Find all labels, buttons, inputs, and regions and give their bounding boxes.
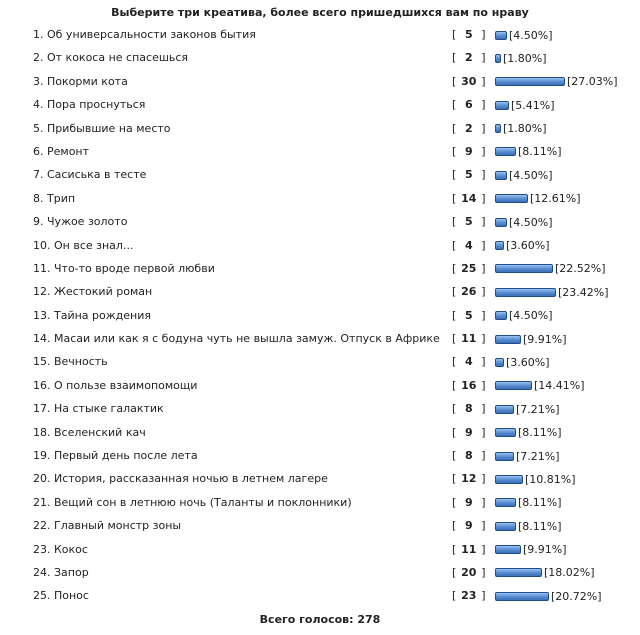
poll-option-percent: [5.41%] [511, 98, 555, 112]
poll-option-percent: [8.11%] [518, 426, 562, 440]
vote-count: 2 [464, 121, 473, 135]
poll-option-votes [452, 215, 486, 228]
bracket-open: [ [452, 98, 460, 112]
poll-option-row [0, 235, 640, 258]
vote-count: 30 [461, 74, 477, 88]
poll-option-label: 9. Чужое золото [33, 215, 128, 229]
poll-option-label: 3. Покорми кота [33, 74, 128, 88]
bracket-close: ] [477, 168, 486, 182]
poll-option-bar [495, 335, 521, 344]
bracket-close: ] [477, 449, 486, 463]
poll-option-bar-group [495, 357, 550, 367]
poll-option-row [0, 492, 640, 515]
vote-count: 14 [461, 191, 477, 205]
poll-option-label: 17. На стыке галактик [33, 402, 164, 416]
bracket-open: [ [452, 402, 460, 416]
poll-option-votes [452, 449, 486, 462]
poll-option-bar-group [495, 194, 581, 204]
bracket-open: [ [452, 168, 460, 182]
poll-option-bar [495, 31, 507, 40]
poll-option-bar-group [495, 77, 618, 87]
poll-option-label: 1. Об универсальности законов бытия [33, 28, 256, 41]
vote-count: 11 [461, 542, 477, 556]
poll-option-label: 5. Прибывшие на место [33, 121, 171, 135]
poll-option-bar-group [495, 381, 585, 391]
poll-option-label: 6. Ремонт [33, 144, 90, 158]
poll-option-votes [452, 589, 486, 602]
bracket-open: [ [452, 589, 460, 603]
poll-option-row [0, 351, 640, 374]
poll-option-percent: [9.91%] [523, 332, 567, 346]
poll-option-percent: [20.72%] [551, 589, 602, 603]
poll-option-bar-group [495, 498, 562, 508]
poll-option-bar [495, 452, 514, 461]
poll-option-bar [495, 405, 514, 414]
poll-option-bar [495, 288, 556, 297]
poll-option-votes [452, 28, 486, 41]
poll-option-bar-group [495, 591, 602, 601]
bracket-open: [ [452, 74, 460, 88]
poll-option-row [0, 539, 640, 562]
poll-option-row [0, 515, 640, 538]
bracket-open: [ [452, 144, 460, 158]
bracket-open: [ [452, 51, 460, 65]
poll-option-bar-group [495, 545, 567, 555]
poll-option-bar-group [495, 217, 553, 227]
bracket-close: ] [477, 542, 486, 556]
poll-option-row [0, 118, 640, 141]
poll-option-bar [495, 428, 516, 437]
vote-count: 25 [461, 261, 477, 275]
poll-option-percent: [4.50%] [509, 215, 553, 229]
poll-option-votes [452, 309, 486, 322]
poll-option-bar-group [495, 147, 562, 157]
poll-option-votes [452, 519, 486, 532]
poll-option-votes [452, 426, 486, 439]
poll-option-label: 15. Вечность [33, 355, 108, 369]
poll-option-percent: [1.80%] [503, 122, 547, 136]
bracket-close: ] [477, 28, 486, 41]
poll-option-label: 7. Сасиська в тесте [33, 168, 147, 182]
vote-count: 8 [464, 449, 473, 463]
poll-option-bar [495, 381, 532, 390]
poll-option-bar-group [495, 170, 553, 180]
poll-option-votes [452, 98, 486, 111]
vote-count: 9 [464, 495, 473, 509]
poll-option-bar [495, 54, 501, 63]
poll-option-bar [495, 101, 509, 110]
poll-option-bar [495, 264, 553, 273]
bracket-close: ] [477, 472, 486, 486]
vote-count: 9 [464, 425, 473, 439]
poll-option-votes [452, 472, 486, 485]
poll-option-row [0, 188, 640, 211]
bracket-close: ] [477, 519, 486, 533]
poll-option-percent: [8.11%] [518, 519, 562, 533]
bracket-close: ] [477, 425, 486, 439]
poll-option-label: 8. Трип [33, 191, 76, 205]
bracket-open: [ [452, 425, 460, 439]
poll-option-row [0, 47, 640, 70]
vote-count: 16 [461, 378, 477, 392]
bracket-open: [ [452, 28, 460, 41]
bracket-open: [ [452, 495, 460, 509]
bracket-close: ] [477, 121, 486, 135]
poll-option-bar-group [495, 287, 609, 297]
poll-option-row [0, 164, 640, 187]
poll-option-row [0, 398, 640, 421]
poll-total-votes: Всего голосов: 278 [259, 613, 381, 626]
poll-option-bar [495, 568, 542, 577]
poll-option-bar [495, 311, 507, 320]
poll-option-row [0, 445, 640, 468]
poll-option-votes [452, 122, 486, 135]
poll-option-bar-group [495, 264, 606, 274]
poll-option-row [0, 305, 640, 328]
bracket-open: [ [452, 191, 460, 205]
poll-option-percent: [7.21%] [516, 402, 560, 416]
vote-count: 23 [461, 589, 477, 603]
poll-options-list [0, 24, 640, 609]
poll-option-label: 20. История, рассказанная ночью в летнем лагере [33, 472, 328, 486]
poll-option-percent: [4.50%] [509, 309, 553, 323]
bracket-open: [ [452, 449, 460, 463]
bracket-open: [ [452, 519, 460, 533]
poll-option-bar-group [495, 311, 553, 321]
bracket-open: [ [452, 332, 460, 346]
poll-option-bar [495, 358, 504, 367]
bracket-close: ] [477, 378, 486, 392]
poll-option-label: 16. О пользе взаимопомощи [33, 378, 198, 392]
poll-option-row [0, 281, 640, 304]
poll-option-bar-group [495, 124, 547, 134]
vote-count: 5 [464, 168, 473, 182]
poll-option-bar-group [495, 53, 547, 63]
poll-option-percent: [22.52%] [555, 262, 606, 276]
bracket-close: ] [477, 285, 486, 299]
poll-option-votes [452, 75, 486, 88]
vote-count: 6 [464, 98, 473, 112]
vote-count: 9 [464, 144, 473, 158]
bracket-open: [ [452, 121, 460, 135]
poll-option-votes [452, 262, 486, 275]
bracket-open: [ [452, 238, 460, 252]
poll-option-bar-group [495, 241, 550, 251]
poll-option-label: 18. Вселенский кач [33, 425, 146, 439]
poll-option-percent: [23.42%] [558, 285, 609, 299]
poll-option-row [0, 211, 640, 234]
poll-option-percent: [8.11%] [518, 496, 562, 510]
poll-option-percent: [9.91%] [523, 543, 567, 557]
poll-option-percent: [12.61%] [530, 192, 581, 206]
poll-option-bar [495, 147, 516, 156]
bracket-close: ] [477, 355, 486, 369]
bracket-close: ] [477, 402, 486, 416]
poll-option-percent: [1.80%] [503, 51, 547, 65]
poll-option-row [0, 94, 640, 117]
poll-option-bar-group [495, 521, 562, 531]
poll-option-row [0, 24, 640, 47]
poll-option-label: 14. Масаи или как я с бодуна чуть не вышла замуж. Отпуск в Африке [33, 332, 440, 346]
poll-option-bar [495, 522, 516, 531]
poll-option-row [0, 562, 640, 585]
poll-option-bar [495, 77, 565, 86]
vote-count: 9 [464, 519, 473, 533]
bracket-close: ] [477, 191, 486, 205]
poll-option-row [0, 585, 640, 608]
poll-option-votes [452, 145, 486, 158]
poll-option-row [0, 375, 640, 398]
poll-option-label: 11. Что-то вроде первой любви [33, 261, 215, 275]
poll-option-bar-group [495, 100, 555, 110]
bracket-open: [ [452, 542, 460, 556]
poll-option-votes [452, 496, 486, 509]
bracket-open: [ [452, 378, 460, 392]
vote-count: 2 [464, 51, 473, 65]
poll-title: Выберите три креатива, более всего пришедшихся вам по нраву [111, 6, 529, 19]
poll-option-label: 22. Главный монстр зоны [33, 519, 182, 533]
poll-option-label: 13. Тайна рождения [33, 308, 151, 322]
poll-option-bar [495, 124, 501, 133]
poll-option-percent: [3.60%] [506, 355, 550, 369]
poll-option-bar [495, 498, 516, 507]
poll-option-label: 25. Понос [33, 589, 89, 603]
poll-option-label: 2. От кокоса не спасешься [33, 51, 189, 65]
poll-option-votes [452, 355, 486, 368]
poll-option-bar-group [495, 334, 567, 344]
vote-count: 11 [461, 332, 477, 346]
poll-option-percent: [4.50%] [509, 28, 553, 42]
poll-option-bar [495, 218, 507, 227]
poll-option-percent: [8.11%] [518, 145, 562, 159]
vote-count: 5 [464, 28, 473, 41]
poll-option-votes [452, 285, 486, 298]
bracket-close: ] [477, 332, 486, 346]
poll-option-percent: [27.03%] [567, 75, 618, 89]
poll-option-votes [452, 379, 486, 392]
bracket-close: ] [477, 215, 486, 229]
poll-option-label: 24. Запор [33, 565, 89, 579]
poll-option-bar [495, 592, 549, 601]
poll-option-votes [452, 168, 486, 181]
vote-count: 5 [464, 215, 473, 229]
poll-option-bar-group [495, 568, 595, 578]
poll-option-label: 10. Он все знал... [33, 238, 134, 252]
poll-option-percent: [4.50%] [509, 168, 553, 182]
bracket-open: [ [452, 308, 460, 322]
poll-option-label: 19. Первый день после лета [33, 449, 198, 463]
bracket-open: [ [452, 261, 460, 275]
bracket-close: ] [477, 238, 486, 252]
bracket-close: ] [477, 261, 486, 275]
poll-option-votes [452, 402, 486, 415]
poll-option-votes [452, 192, 486, 205]
vote-count: 26 [461, 285, 477, 299]
poll-option-row [0, 258, 640, 281]
poll-option-percent: [10.81%] [525, 472, 576, 486]
poll-option-percent: [18.02%] [544, 566, 595, 580]
poll-option-bar-group [495, 451, 560, 461]
poll-option-bar-group [495, 404, 560, 414]
poll-option-row [0, 71, 640, 94]
bracket-open: [ [452, 355, 460, 369]
poll-option-percent: [3.60%] [506, 239, 550, 253]
poll-option-bar [495, 545, 521, 554]
poll-option-row [0, 141, 640, 164]
bracket-close: ] [477, 74, 486, 88]
poll-option-label: 4. Пора проснуться [33, 98, 146, 112]
poll-option-bar [495, 475, 523, 484]
poll-option-label: 12. Жестокий роман [33, 285, 153, 299]
poll-option-bar [495, 241, 504, 250]
poll-option-row [0, 468, 640, 491]
bracket-close: ] [477, 308, 486, 322]
vote-count: 4 [464, 355, 473, 369]
vote-count: 12 [461, 472, 477, 486]
bracket-close: ] [477, 495, 486, 509]
poll-option-row [0, 422, 640, 445]
bracket-open: [ [452, 215, 460, 229]
poll-option-label: 23. Кокос [33, 542, 88, 556]
poll-option-votes [452, 239, 486, 252]
vote-count: 4 [464, 238, 473, 252]
vote-count: 20 [461, 565, 477, 579]
bracket-close: ] [477, 51, 486, 65]
poll-option-bar [495, 194, 528, 203]
bracket-open: [ [452, 472, 460, 486]
poll-option-bar-group [495, 474, 576, 484]
bracket-open: [ [452, 565, 460, 579]
poll-option-percent: [14.41%] [534, 379, 585, 393]
poll-option-votes [452, 51, 486, 64]
poll-option-row [0, 328, 640, 351]
vote-count: 8 [464, 402, 473, 416]
poll-option-bar [495, 171, 507, 180]
bracket-close: ] [477, 589, 486, 603]
poll-option-label: 21. Вещий сон в летнюю ночь (Таланты и поклонники) [33, 495, 352, 509]
bracket-open: [ [452, 285, 460, 299]
bracket-close: ] [477, 565, 486, 579]
poll-option-bar-group [495, 428, 562, 438]
poll-option-votes [452, 332, 486, 345]
bracket-close: ] [477, 98, 486, 112]
poll-option-percent: [7.21%] [516, 449, 560, 463]
poll-option-votes [452, 543, 486, 556]
vote-count: 5 [464, 308, 473, 322]
bracket-close: ] [477, 144, 486, 158]
poll-option-bar-group [495, 30, 553, 40]
poll-option-votes [452, 566, 486, 579]
